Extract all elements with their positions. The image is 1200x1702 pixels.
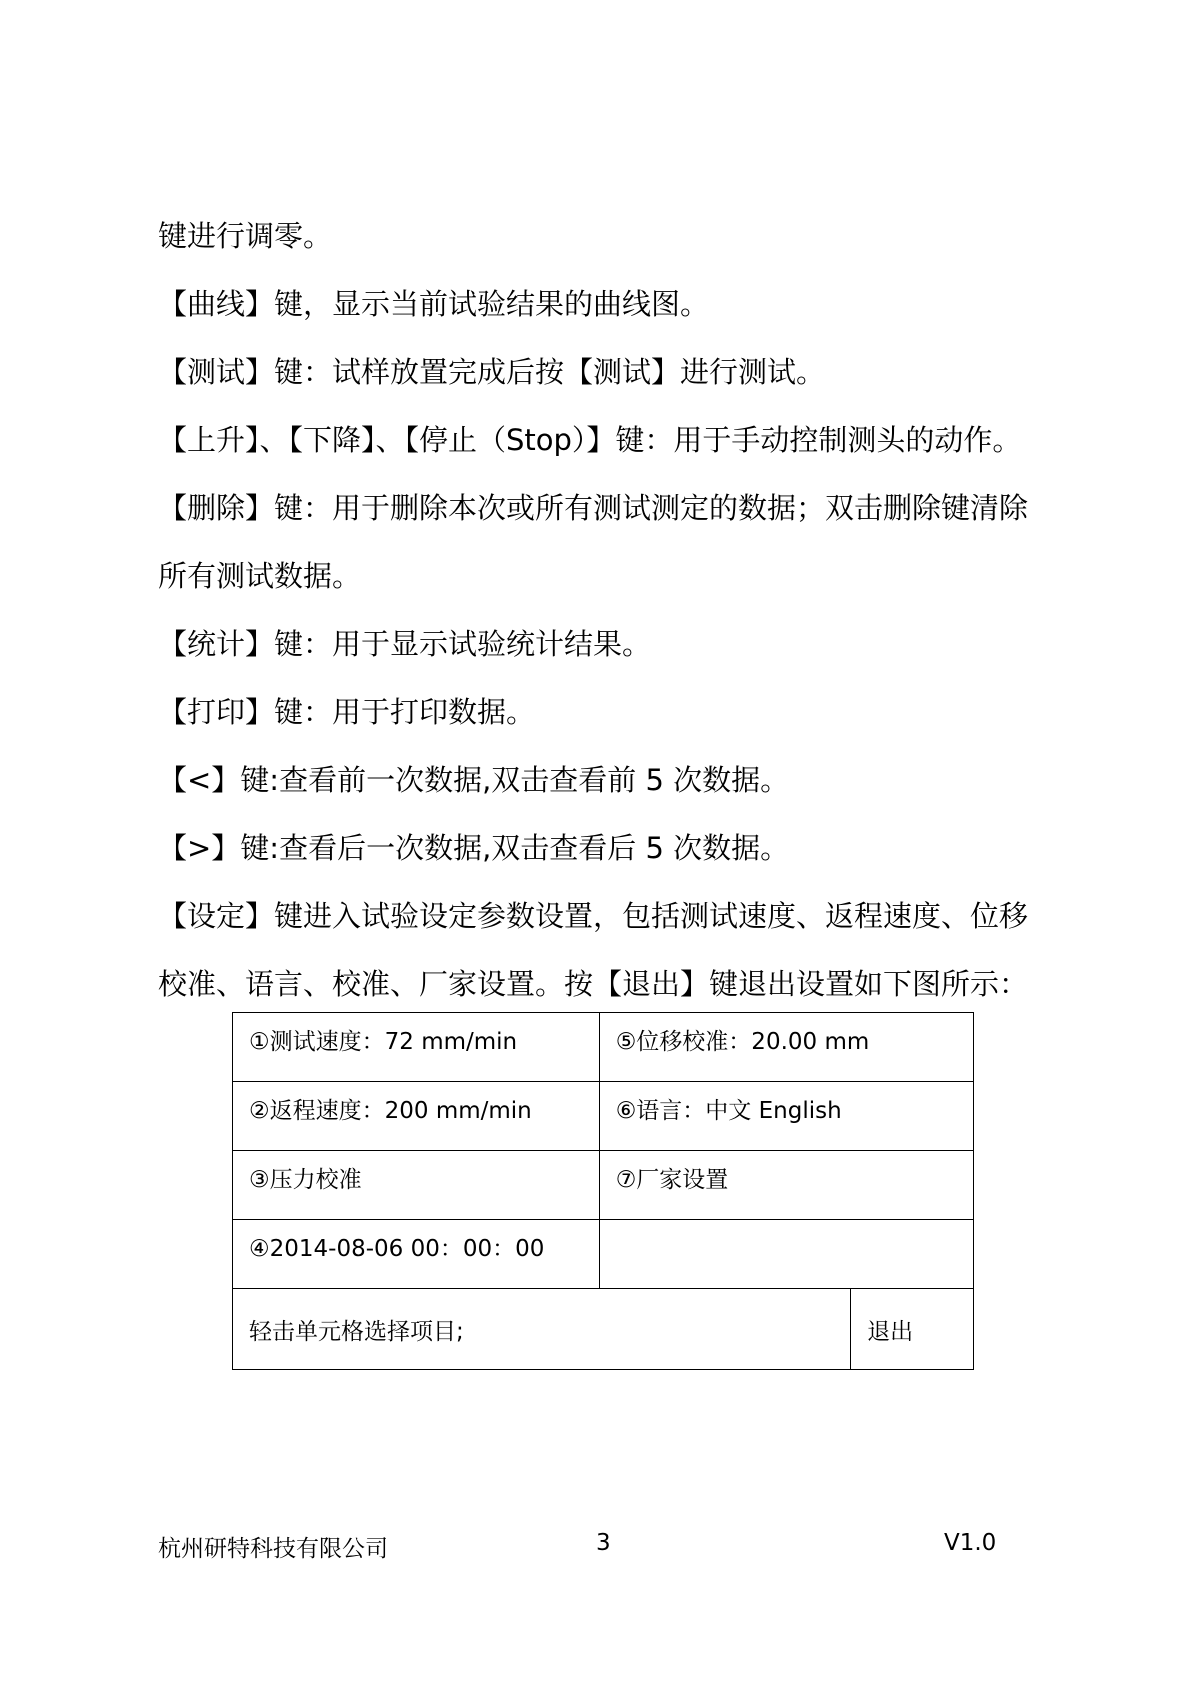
- factory-settings-cell[interactable]: ⑦厂家设置: [599, 1151, 973, 1220]
- body-line: 【统计】键：用于显示试验统计结果。: [158, 627, 652, 661]
- language-cell[interactable]: ⑥语言：中文 English: [599, 1082, 973, 1151]
- body-line: 【上升】、【下降】、【停止（Stop）】键：用于手动控制测头的动作。: [158, 423, 1022, 457]
- hint-cell: 轻击单元格选择项目;: [233, 1289, 851, 1370]
- body-line: 【<】键:查看前一次数据,双击查看前 5 次数据。: [158, 763, 790, 797]
- table-row: [233, 1013, 974, 1082]
- exit-button[interactable]: 退出: [851, 1289, 974, 1370]
- body-line: 【设定】键进入试验设定参数设置，包括测试速度、返程速度、位移: [158, 899, 1029, 933]
- body-line: 【曲线】键，显示当前试验结果的曲线图。: [158, 287, 710, 321]
- empty-cell: [599, 1220, 973, 1289]
- table-row: [233, 1220, 974, 1289]
- table-row: [233, 1082, 974, 1151]
- body-line: 键进行调零。: [158, 219, 333, 253]
- footer-company: 杭州研特科技有限公司: [158, 1536, 388, 1562]
- datetime-cell[interactable]: ④2014-08-06 00：00：00: [233, 1220, 600, 1289]
- body-line: 校准、语言、校准、厂家设置。按【退出】键退出设置如下图所示：: [158, 967, 1029, 1001]
- body-line: 【>】键:查看后一次数据,双击查看后 5 次数据。: [158, 831, 790, 865]
- manual-body-text: [158, 216, 1058, 1032]
- body-line: 【删除】键：用于删除本次或所有测试测定的数据；双击删除键清除: [158, 491, 1029, 525]
- body-line: 【测试】键：试样放置完成后按【测试】进行测试。: [158, 355, 826, 389]
- page-number: 3: [596, 1530, 611, 1556]
- table-row: [233, 1289, 974, 1370]
- body-line: 【打印】键：用于打印数据。: [158, 695, 536, 729]
- return-speed-cell[interactable]: ②返程速度：200 mm/min: [233, 1082, 600, 1151]
- displacement-calibration-cell[interactable]: ⑤位移校准：20.00 mm: [599, 1013, 973, 1082]
- table-row: [233, 1151, 974, 1220]
- body-line: 所有测试数据。: [158, 559, 362, 593]
- test-speed-cell[interactable]: ①测试速度：72 mm/min: [233, 1013, 600, 1082]
- version-label: V1.0: [944, 1530, 997, 1556]
- pressure-calibration-cell[interactable]: ③压力校准: [233, 1151, 600, 1220]
- settings-screen-table: [232, 1012, 974, 1370]
